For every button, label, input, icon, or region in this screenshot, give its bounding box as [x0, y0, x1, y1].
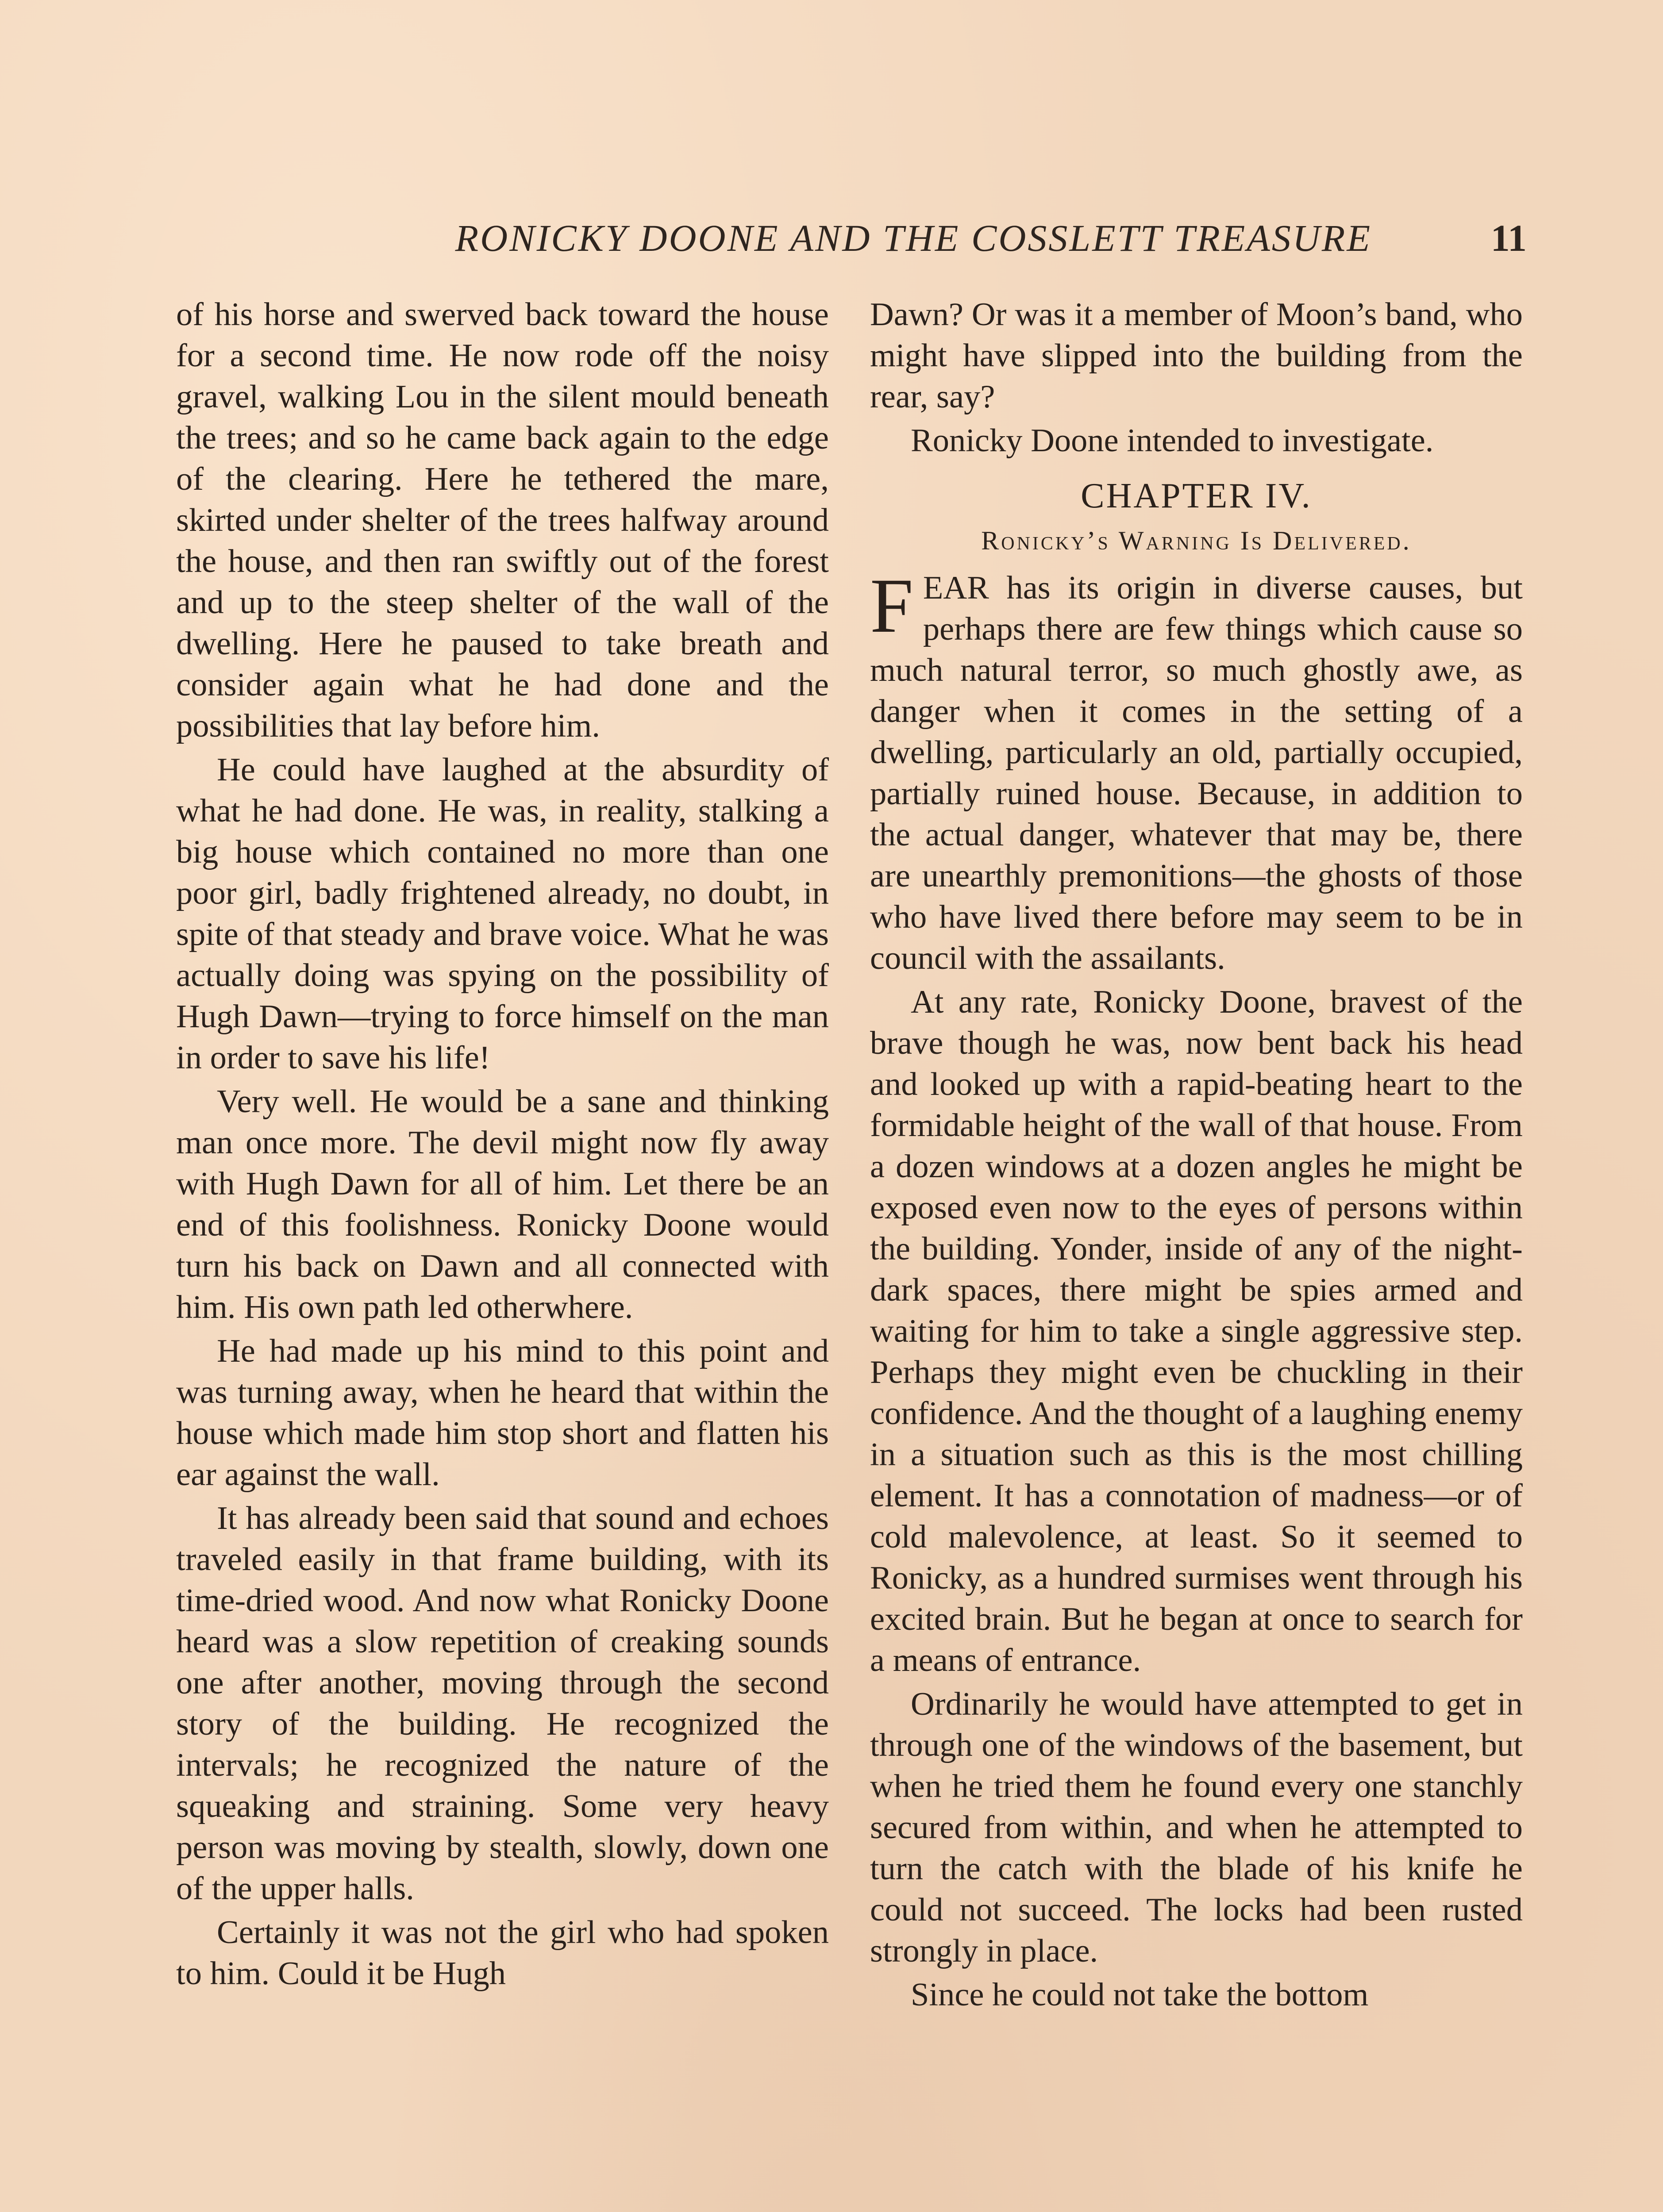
paragraph: He had made up his mind to this point and was turning away, when he heard that within the house which made him stop short and flatten his ear against the wall. [176, 1333, 829, 1493]
running-title: RONICKY DOONE AND THE COSSLETT TREASURE [455, 217, 1372, 259]
paragraph: Very well. He would be a sane and thinking man once more. The devil might now fly away with Hugh Dawn for all of him. Let there be an end of this foolishness. Ronicky Doone would turn his back on Dawn and all connected with him. His own path led otherwhere. [176, 1083, 829, 1325]
paragraph: Ronicky Doone intended to investigate. [911, 422, 1434, 459]
right-column [870, 294, 1523, 2018]
paragraph: Ordinarily he would have attempted to get in through one of the windows of the basement, but when he tried them he found every one stanchly secured from within, and when he attempted to turn the catch with the blade of his knife he could not succeed. The locks had been rusted strongly in place. [870, 1686, 1523, 1969]
opening-paragraph [870, 563, 1523, 979]
chapter-subtitle: Ronicky’s Warning Is Delivered. [981, 526, 1412, 555]
paragraph: Since he could not take the bottom [911, 1977, 1369, 2013]
paragraph: It has already been said that sound and echoes traveled easily in that frame building, with its time-dried wood. And now what Ronicky Doone heard was a slow repetition of creaking sounds one after another, moving through the second story of the building. He recognized the intervals; he recognized the nature of the squeaking and straining. Some very heavy person was moving by stealth, slowly, down one of the upper halls. [176, 1500, 829, 1907]
paragraph: Certainly it was not the girl who had spoken to him. Could it be Hugh [176, 1914, 829, 1992]
drop-cap: F [870, 563, 913, 649]
left-column [176, 294, 829, 1997]
chapter-title: CHAPTER IV. [1081, 476, 1312, 515]
paragraph: Dawn? Or was it a member of Moon’s band, who might have slipped into the building from the rear, say? [870, 296, 1523, 415]
paragraph: He could have laughed at the absurdity of what he had done. He was, in reality, stalking a big house which contained no more than one poor girl, badly frightened already, no doubt, in spite of that steady and brave voice. What he was actually doing was spying on the possibility of Hugh Dawn—trying to force himself on the man in order to save his life! [176, 752, 829, 1076]
page-number: 11 [1490, 217, 1527, 259]
opening-text: EAR has its origin in diverse causes, but perhaps there are few things which cause so much natural terror, so much ghostly awe, as danger when it comes in the setting of a dwelling, particularly an old, partially occupied, partially ruined house. Because, in addition to the actual danger, whatever that may be, there are unearthly premonitions—the ghosts of those who have lived there before may seem to be in council with the assailants. [870, 570, 1523, 976]
paragraph: At any rate, Ronicky Doone, bravest of the brave though he was, now bent back his head and looked up with a rapid-beating heart to the formidable height of the wall of that house. From a dozen windows at a dozen angles he might be exposed even now to the eyes of persons within the building. Yonder, inside of any of the night-dark spaces, there might be spies armed and waiting for him to take a single aggressive step. Perhaps they might even be chuckling in their confidence. And the thought of a laughing enemy in a situation such as this is the most chilling element. It has a connotation of madness—or of cold malevolence, at least. So it seemed to Ronicky, as a hundred surmises went through his excited brain. But he began at once to search for a means of entrance. [870, 984, 1523, 1678]
paragraph: of his horse and swerved back toward the house for a second time. He now rode off the noisy gravel, walking Lou in the silent mould beneath the trees; and so he came back again to the edge of the clearing. Here he tethered the mare, skirted under shelter of the trees halfway around the house, and then ran swiftly out of the forest and up to the steep shelter of the wall of the dwelling. Here he paused to take breath and consider again what he had done and the possibilities that lay before him. [176, 296, 829, 744]
